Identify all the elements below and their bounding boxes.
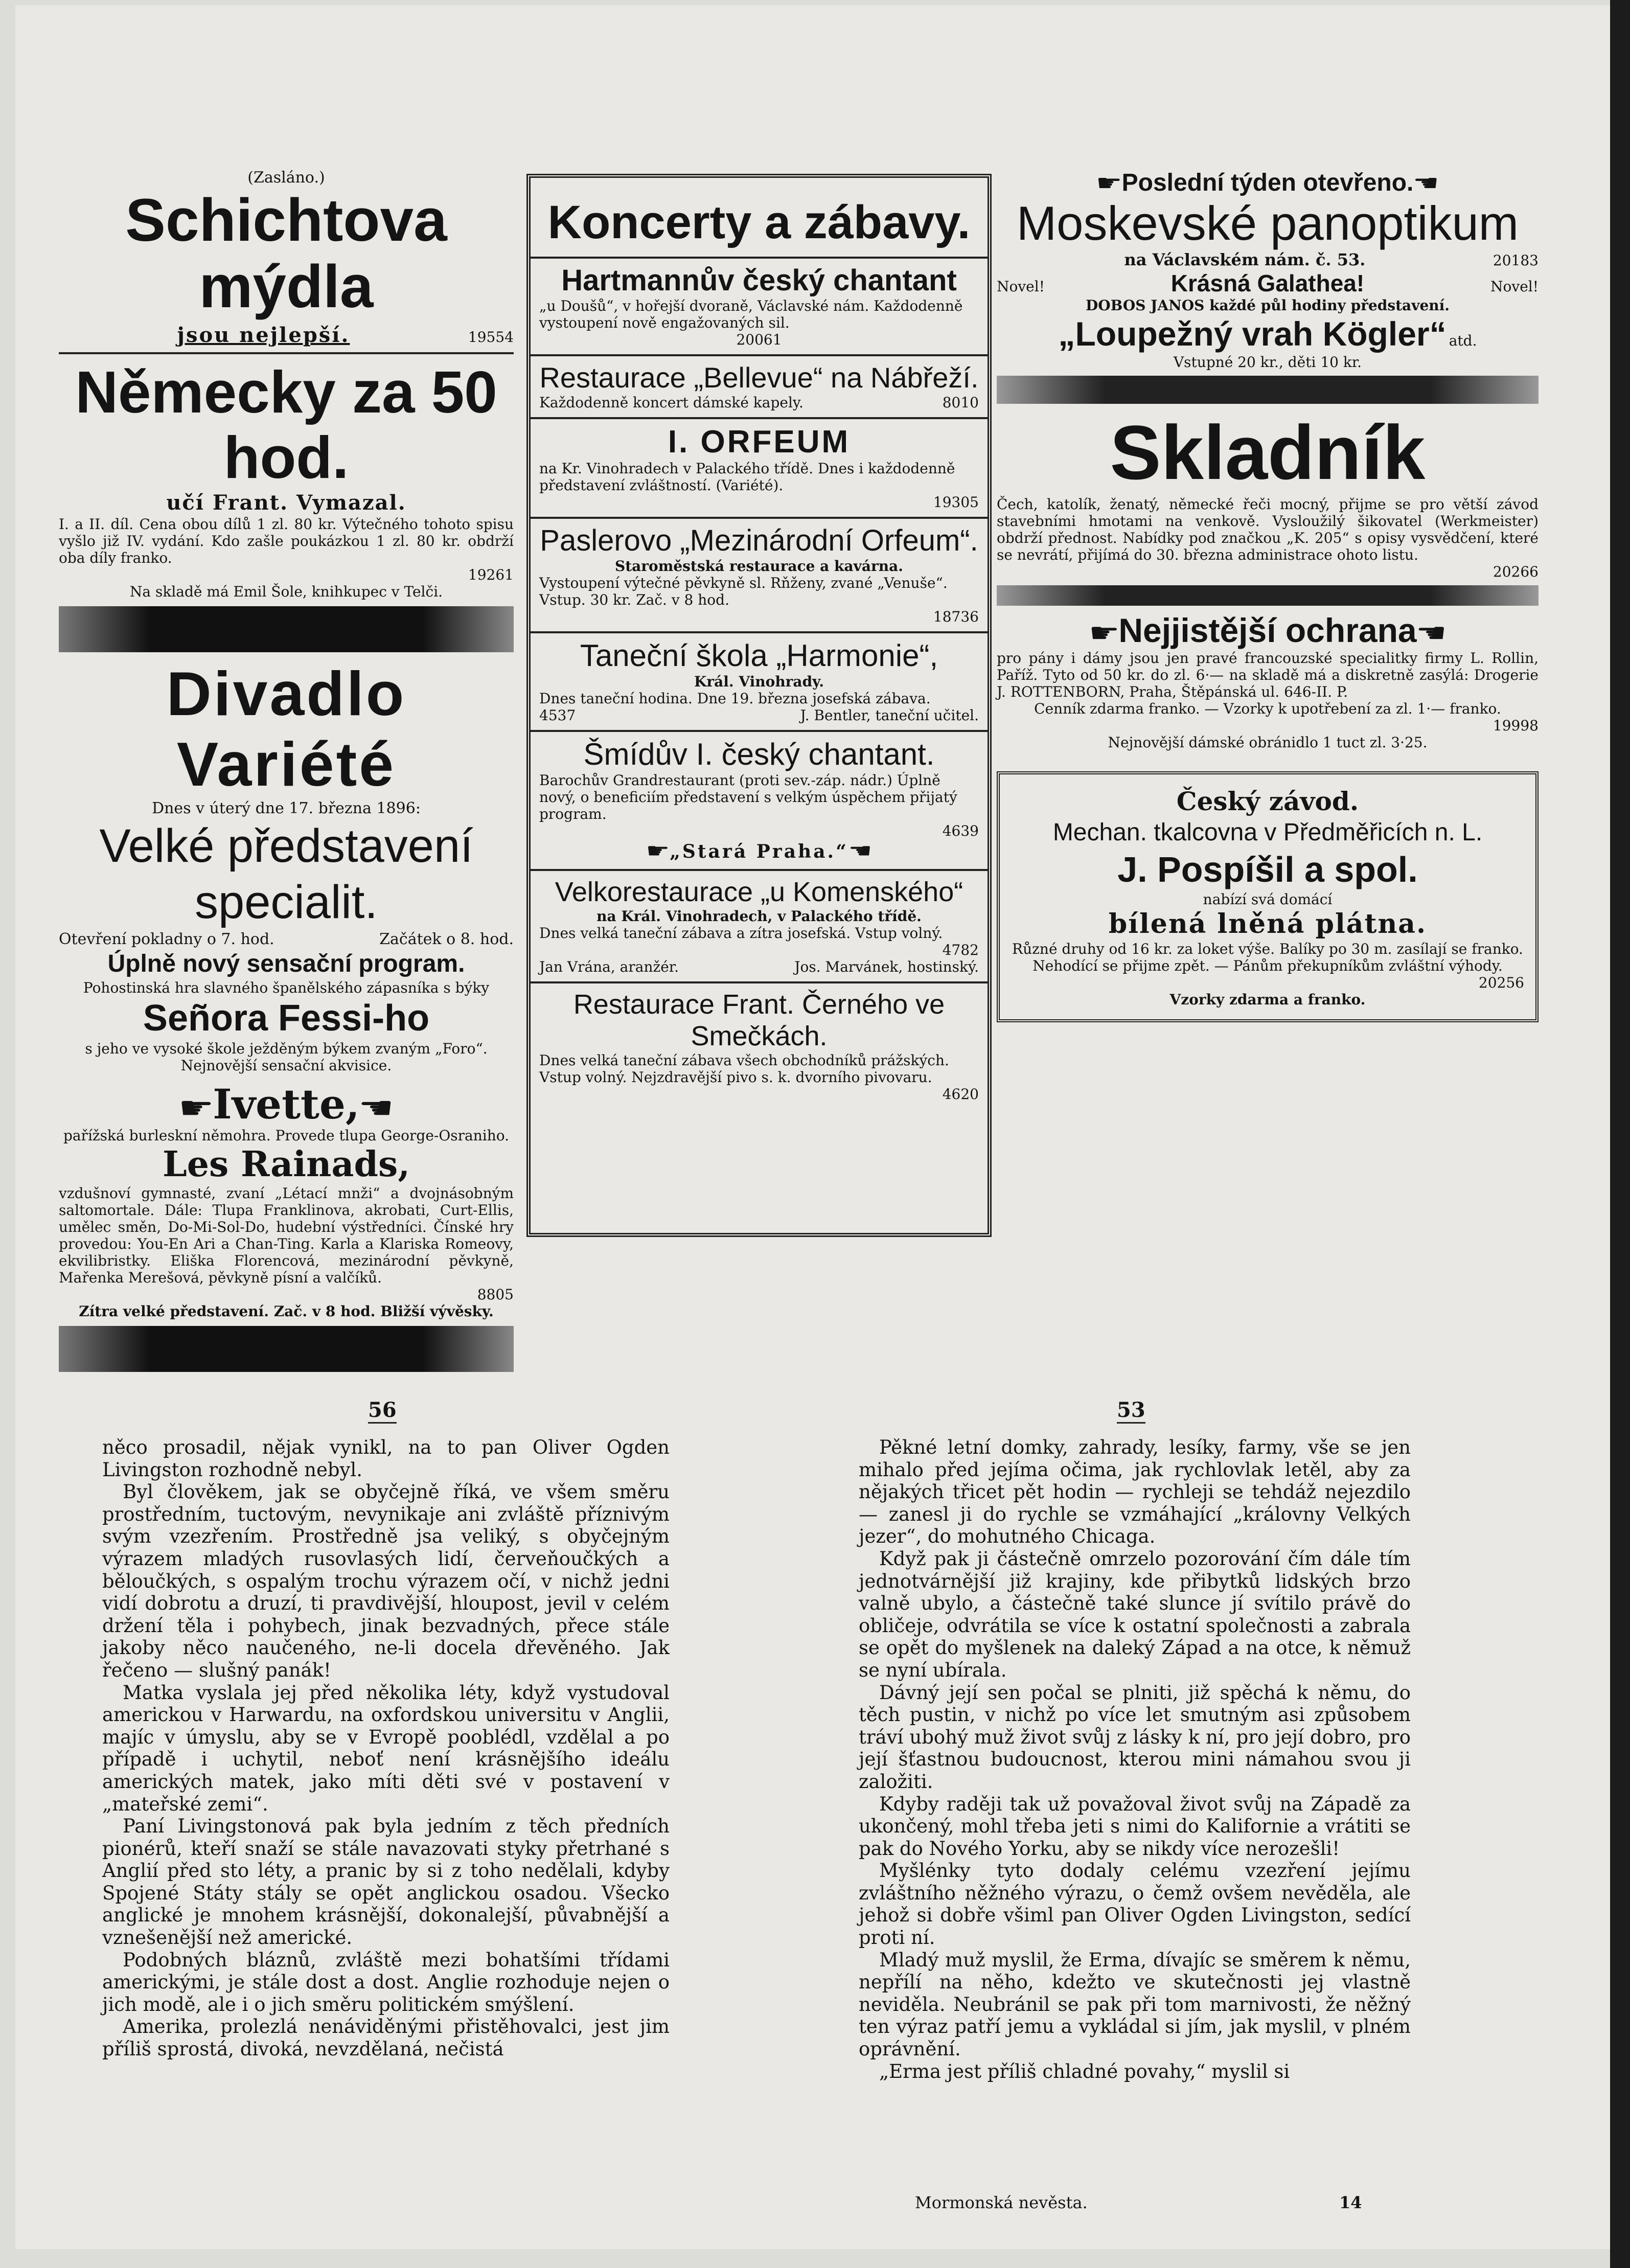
story-paragraph: Mladý muž myslil, že Erma, dívajíc se směrem k němu, nepřílí na něho, kdežto ve skutečnosti jej vlastně neviděla. Neubránil se pak při tom marnivosti, že něžný ten výraz patří jemu a vykládal si jím, jak myslil, v plném oprávnění. <box>859 1949 1411 2060</box>
zacatek-text: Začátek o 8. hod. <box>379 930 514 948</box>
cerny-title: Restaurace Frant. Černého ve Smečkách. <box>573 989 945 1051</box>
cesky-zavod: Český závod. <box>1176 786 1359 816</box>
posledni-text: Poslední týden otevřeno. <box>1121 169 1414 196</box>
stara-praha-text: „Stará Praha.“ <box>670 841 848 862</box>
ad-number: 18736 <box>933 608 979 625</box>
paslerovo-ad <box>529 519 989 633</box>
story-paragraph: Podobných bláznů, zvláště mezi bohatšími třídami americkými, je stále dost a dost. Anglie rozhoduje nejen o jich modě, ale i o jich směru politickém smýšlení. <box>102 1949 670 2015</box>
bellevue-row <box>539 394 979 411</box>
komensky-sign1: Jan Vrána, aranžér. <box>539 958 679 975</box>
koncerty-heading: Koncerty a zábavy. <box>529 169 989 259</box>
pointing-hand-left-icon: ☚ <box>358 1090 394 1126</box>
pointing-hand-left-icon: ☚ <box>1413 170 1439 196</box>
ad-number: 19998 <box>1493 717 1539 734</box>
story-paragraph: Dávný její sen počal se plniti, již spěchá k němu, do těch pustin, v nichž po více let smutným asi způsobem tráví ubohý muž život svůj z lásky k ní, pro její dobro, pro její šťastnou budoucnost, kterou mini námahou svou ji založiti. <box>859 1681 1411 1793</box>
komensky-text: Dnes velká taneční zábava a zítra josefská. Vstup volný. <box>539 925 943 942</box>
orfeum-ad <box>529 419 989 519</box>
pohostinska-text: Pohostinská hra slavného španělského zápasníka s býky <box>83 979 490 996</box>
black-banner-bottom <box>59 1326 514 1372</box>
cennik-text: Cenník zdarma franko. — Vzorky k upotřebení za zl. 1·— franko. <box>1034 700 1501 717</box>
pospisil-ad <box>997 771 1539 1022</box>
jsou-text: jsou nejlepší. <box>177 323 350 347</box>
bilena-heading: bílená lněná plátna. <box>1108 908 1427 940</box>
komensky-sign2: Jos. Marvánek, hostinský. <box>794 958 979 975</box>
ad-number: 19305 <box>933 494 979 511</box>
bellevue-text: Každodenně koncert dámské kapely. <box>539 394 803 411</box>
ad-number: 20256 <box>1478 974 1524 991</box>
schichtova-heading: Schichtova mýdla <box>125 187 447 320</box>
zaslano-label: (Zasláno.) <box>247 169 325 187</box>
divadlo-heading: Divadlo Variété <box>166 659 406 799</box>
hartmann-ad <box>529 259 989 356</box>
komensky-title: Velkorestaurace „u Komenského“ <box>555 877 963 907</box>
komensky-ad <box>529 871 989 983</box>
pointing-hand-icon: ☛ <box>646 839 670 863</box>
cerny-text: Dnes velká taneční zábava všech obchodníků prážských. Vstup volný. Nejzdravější pivo s. k. dvorního pivovaru. <box>539 1052 949 1086</box>
ad-number: 19554 <box>468 329 514 346</box>
hartmann-title: Hartmannův český chantant <box>561 264 957 297</box>
komensky-sub: na Král. Vinohradech, v Palackého třídě. <box>596 908 922 925</box>
ad-number: 4639 <box>942 822 979 839</box>
paslerovo-sub: Staroměstská restaurace a kavárna. <box>614 558 904 575</box>
ad-number: 20183 <box>1493 252 1539 269</box>
harmonie-row <box>539 707 979 724</box>
ad-number: 8805 <box>477 1286 514 1303</box>
fessi-text: s jeho ve vysoké škole ježděným býkem zvaným „Foro“. Nejnovější sensační akvisice. <box>85 1040 488 1074</box>
pointing-hand-left-icon: ☚ <box>848 839 873 863</box>
hartmann-text: „u Doušů“, v hořejší dvoraně, Václavské nám. Každodenně vystoupení nově engažovaných sil. <box>539 297 963 331</box>
page-number-right: 53 <box>1117 1398 1145 1424</box>
cerny-ad <box>529 983 989 1108</box>
ads-column-right <box>997 169 1539 1242</box>
story-paragraph: Pěkné letní domky, zahrady, lesíky, farmy, vše se jen mihalo před jejíma očima, jak rychlovlak letěl, aby za nějakých třicet pět hodin — rychleji se tehdáž nejezdilo — zanesl ji do rychle se vzmáhající „královny Velkých jezer“, do mohutného Chicaga. <box>859 1436 1411 1548</box>
ad-number: 20061 <box>736 331 782 348</box>
rainads-text: vzdušnoví gymnasté, zvaní „Létací mnži“ a dvojnásobným saltomortale. Dále: Tlupa Franklinova, akrobati, Curt-Ellis, umělec směn, Do-Mi-Sol-Do, hudební výstředníci. Čínské hry provedou: You-En Ari a Chan-Ting. Karla a Klariska Romeovy, ekvilibristky. Eliška Florencová, mezinárodní pěvkyně, Mařenka Merešová, pěvkyně písní a valčíků. <box>59 1185 514 1286</box>
stara-praha-row <box>539 839 979 863</box>
scan-edge <box>1610 0 1630 2268</box>
otevreni-text: Otevření pokladny o 7. hod. <box>59 930 274 948</box>
dobos-text: DOBOS JANOS každé půl hodiny představení. <box>1085 297 1450 314</box>
mechan-text: Mechan. tkalcovna v Předměřicích n. L. <box>1052 819 1483 846</box>
harmonie-title: Taneční škola „Harmonie“, <box>580 638 938 673</box>
galathea-text: Krásná Galathea! <box>1170 270 1365 296</box>
smiduv-text: Barochův Grandrestaurant (proti sev.-záp. nádr.) Úplně nový, o beneficiím představení s velkým úspěchem přijatý program. <box>539 772 957 822</box>
smiduv-title: Šmídův I. český chantant. <box>583 737 935 771</box>
pointing-hand-left-icon: ☚ <box>1415 618 1447 649</box>
footer-page: 14 <box>1339 2193 1362 2212</box>
ad-number: 19261 <box>468 566 514 583</box>
ochrana-text: pro pány i dámy jsou jen pravé francouzské specialitky firmy L. Rollin, Paříž. Tyto od 50 kr. do zl. 6·— na skladě má a diskretně zasýlá: Drogerie J. ROTTENBORN, Praha, Štěpánská ul. 646-II. P. <box>997 650 1539 700</box>
loupezny-heading: „Loupežný vrah Kögler“ <box>1058 315 1447 353</box>
ads-column-middle <box>529 169 989 1242</box>
skladnik-text: Čech, katolík, ženatý, německé řeči mocný, přijme se pro větší závod stavebními hmotami na venkově. Vysloužilý šikovatel (Werkmeister) obdrží přednost. Nabídky pod značkou „K. 205“ s opisy vysvědčení, které se nevrátí, přijímá do 30. března administrace ohoto listu. <box>997 496 1539 563</box>
black-banner <box>59 606 514 652</box>
moskevske-heading: Moskevské panoptikum <box>1016 196 1519 250</box>
adresa-row <box>997 250 1539 269</box>
zitra-text: Zítra velké představení. Zač. v 8 hod. Bližší vývěsky. <box>79 1303 494 1320</box>
story-paragraph: Myšlénky tyto dodaly celému vzezření jejímu zvláštního něžného výrazu, o čemž ovšem nevěděla, ale jehož si dobře všiml pan Oliver Ogden Livingston, sedící proti ní. <box>859 1860 1411 1949</box>
galathea-row <box>997 269 1539 297</box>
atd-text: atd. <box>1449 332 1477 349</box>
posledni-row <box>997 169 1539 197</box>
ivette-heading: Ivette, <box>213 1080 360 1128</box>
vymazal-text: I. a II. díl. Cena obou dílů 1 zl. 80 kr. Výtečného tohoto spisu vyšlo již IV. vydání. Kdo zašle poukázkou 1 zl. 80 kr. obdrží oba díly franko. <box>59 516 514 566</box>
jsou-row <box>59 323 514 347</box>
harmonie-text: Dnes taneční hodina. Dne 19. března josefská zábava. <box>539 690 931 707</box>
senora-heading: Señora Fessi-ho <box>143 998 430 1039</box>
ads-column-left <box>59 169 514 1320</box>
komensky-signs <box>539 958 979 975</box>
nasklade-text: Na skladě má Emil Šole, knihkupec v Telči. <box>129 583 443 600</box>
black-banner <box>997 376 1539 404</box>
nabizi-text: nabízí svá domácí <box>1203 891 1333 908</box>
skladnik-heading: Skladník <box>1110 409 1426 495</box>
ad-number: 4782 <box>942 942 979 958</box>
story-paragraph: Kdyby raději tak už považoval život svůj na Západě za ukončený, mohl třeba jeti s nimi do Kalifornie a vrátiti se pak do Nového Yorku, aby se nikdy více nerozešli! <box>859 1793 1411 1860</box>
vymazal-line: učí Frant. Vymazal. <box>166 491 406 515</box>
loupezny-row <box>997 314 1539 354</box>
pointing-hand-icon: ☛ <box>1096 170 1122 196</box>
story-paragraph: „Erma jest příliš chladné povahy,“ myslil si <box>879 2060 1290 2082</box>
novel-left: Novel! <box>997 278 1045 295</box>
ochrana-row <box>997 611 1539 650</box>
harmonie-sub: Král. Vinohrady. <box>694 673 824 690</box>
velke-heading: Velké představení specialit. <box>99 820 473 928</box>
ad-number: 8010 <box>942 394 979 411</box>
ad-number: 4620 <box>942 1086 979 1103</box>
bellevue-ad <box>529 356 989 419</box>
nemecky-heading: Německy za 50 hod. <box>75 359 497 491</box>
ochrana-heading: Nejjistější ochrana <box>1118 611 1417 649</box>
uplne-heading: Úplně nový sensační program. <box>107 950 465 977</box>
dnes-date: Dnes v úterý dne 17. března 1896: <box>152 799 421 817</box>
story-paragraph: Byl člověkem, jak se obyčejně říká, ve všem směru prostředním, tuctovým, nevynikaje ani zvláště příznivým svým vzezřením. Prostředně jsa veliký, s obyčejným výrazem mladých rusovlasých lidí, červeňoučkých a běloučkých, s ospalým trochu výrazem očí, v nichž jedni vidí dobrotu a druzí, ti pravdivější, hloupost, jevil v celém držení těla i pohybech, jinak bezvadných, přece stále jakoby něco naučeného, ne-li docela dřevěného. Jak řečeno — slušný panák! <box>102 1481 670 1681</box>
paslerovo-title: Paslerovo „Mezinárodní Orfeum“. <box>540 524 978 557</box>
pointing-hand-icon: ☛ <box>1088 618 1120 649</box>
rainads-heading: Les Rainads, <box>162 1144 410 1185</box>
novel-right: Novel! <box>1490 278 1539 295</box>
ivette-text: pařížská burleskní němohra. Provede tlupa George-Osraniho. <box>63 1127 510 1144</box>
smiduv-ad <box>529 732 989 871</box>
adresa-text: na Václavském nám. č. 53. <box>1124 250 1366 269</box>
ivette-row <box>59 1081 514 1127</box>
vstupne-text: Vstupné 20 kr., děti 10 kr. <box>1173 354 1362 371</box>
story-paragraph: Matka vyslala jej před několika léty, když vystudoval americkou v Harwardu, na oxfordskou universitu v Anglii, majíc v úmyslu, aby se v Evropě pooblédl, vzdělal a po případě i uchytil, neboť není krásnějšího ideálu amerických matek, jako míti děti své v postavení v „mateřské zemi“. <box>102 1681 670 1815</box>
hours-row <box>59 930 514 949</box>
story-paragraph: Paní Livingstonová pak byla jedním z těch předních pionérů, kteří snaží se stále navazovati styky přetrhané s Anglií před sto léty, a pranic by si z toho nedělali, kdyby Spojené Státy stály se opět anglickou osadou. Všecko anglické je mnohem krásnější, dokonalejší, půvabnější a vznešenější než americké. <box>102 1815 670 1949</box>
ruzne-text: Různé druhy od 16 kr. za loket výše. Balíky po 30 m. zasílají se franko. Nehodící se přijme zpět. — Pánům překupníkům zvláštní výhody. <box>1012 941 1523 974</box>
story-column-right <box>859 1436 1411 2188</box>
ad-number: 20266 <box>1493 563 1539 580</box>
pointing-hand-icon: ☛ <box>178 1090 215 1126</box>
page-number-left: 56 <box>368 1398 397 1424</box>
nejnovejsi-text: Nejnovější dámské obránidlo 1 tuct zl. 3·25. <box>1108 734 1428 751</box>
bellevue-title: Restaurace „Bellevue“ na Nábřeží. <box>539 361 979 394</box>
orfeum-text: na Kr. Vinohradech v Palackého třídě. Dnes i každodenně představení zvláštností. (Variété). <box>539 460 955 494</box>
orfeum-title: I. ORFEUM <box>668 424 851 460</box>
ad-number: 4537 <box>539 707 576 724</box>
footer-title: Mormonská nevěsta. <box>915 2193 1088 2212</box>
vzorky-text: Vzorky zdarma a franko. <box>1169 991 1366 1008</box>
harmonie-ad <box>529 633 989 732</box>
divider <box>59 352 514 354</box>
harmonie-sign: J. Bentler, taneční učitel. <box>800 707 979 724</box>
story-paragraph: Když pak ji částečně omrzelo pozorování čím dále tím jednotvárnější již krajiny, kde přibytků lidských brzo valně ubylo, a částečně také slunce jí svítilo právě do obličeje, odvrátila se více k ostatní společnosti a zabrala se opět do myšlenek na daleký Západ a na otce, k němuž se nyní ubírala. <box>859 1547 1411 1681</box>
pospisil-heading: J. Pospíšil a spol. <box>1117 850 1418 889</box>
story-paragraph: Amerika, prolezlá nenáviděnými přistěhovalci, jest jim příliš sprostá, divoká, nevzdělaná, nečistá <box>102 2015 670 2060</box>
paslerovo-text: Vystoupení výtečné pěvkyně sl. Rňženy, zvané „Venuše“. Vstup. 30 kr. Zač. v 8 hod. <box>539 575 948 608</box>
story-column-left <box>102 1436 670 2188</box>
black-banner <box>997 585 1539 606</box>
story-paragraph: něco prosadil, nějak vynikl, na to pan Oliver Ogden Livingston rozhodně nebyl. <box>102 1436 670 1481</box>
